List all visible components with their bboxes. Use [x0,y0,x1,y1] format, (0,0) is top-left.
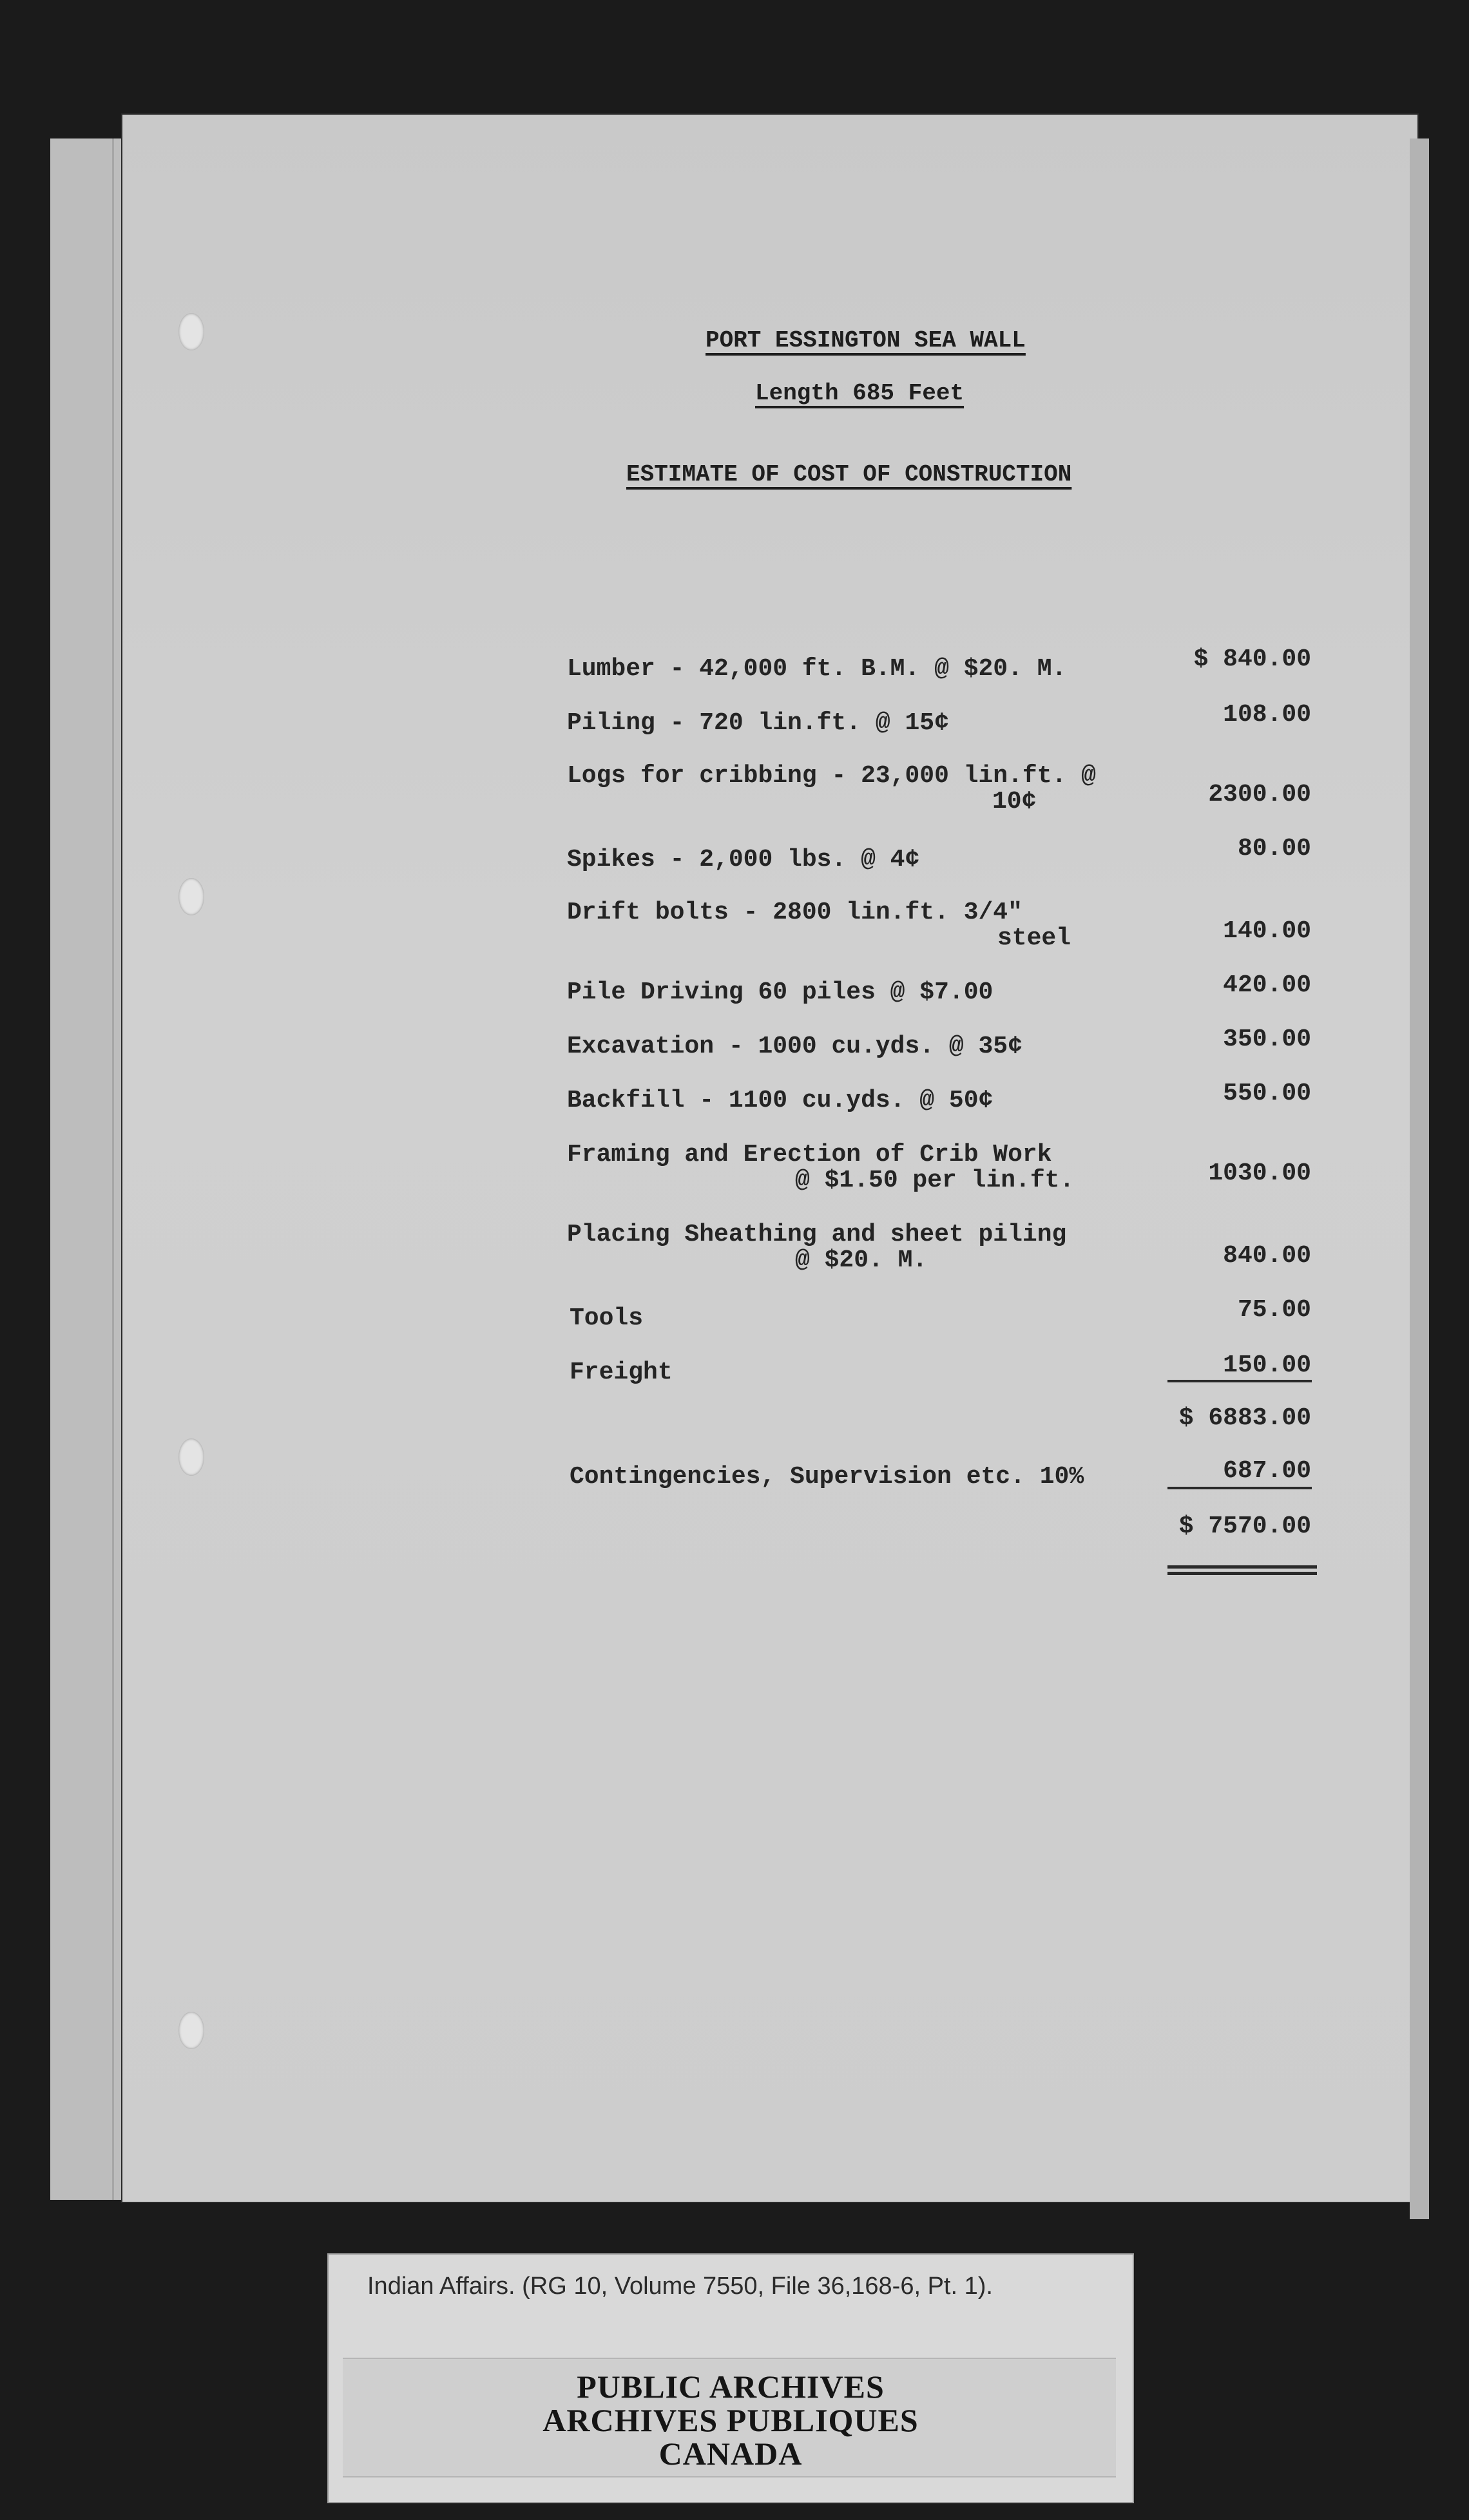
item-description: Excavation - 1000 cu.yds. @ 35¢ [567,1033,1023,1060]
item-description-cont: @ $1.50 per lin.ft. [795,1167,1075,1194]
margin-line [112,138,114,2200]
sum-rule [1167,1380,1312,1382]
item-description: Framing and Erection of Crib Work [567,1141,1052,1169]
archive-stamp-line: CANADA [658,2436,803,2472]
item-amount: 80.00 [1237,835,1311,863]
sum-rule [1167,1487,1312,1489]
total-double-rule-top [1167,1565,1317,1569]
document-length: Length 685 Feet [755,380,965,406]
archive-stamp-line: PUBLIC ARCHIVES [577,2369,885,2405]
item-description: Piling - 720 lin.ft. @ 15¢ [567,709,949,737]
punch-hole [178,313,204,350]
item-description: Logs for cribbing - 23,000 lin.ft. @ [567,762,1096,790]
item-description-cont: 10¢ [992,788,1037,816]
item-amount: 840.00 [1223,1242,1311,1270]
item-description: Lumber - 42,000 ft. B.M. @ $20. M. [567,655,1067,683]
subtotal-amount: $ 6883.00 [1178,1404,1311,1432]
item-amount: 420.00 [1223,971,1311,999]
item-description: Backfill - 1100 cu.yds. @ 50¢ [567,1087,994,1114]
archive-stamp-line: ARCHIVES PUBLIQUES [542,2402,919,2438]
item-description-cont: @ $20. M. [795,1246,928,1274]
item-amount: 350.00 [1223,1026,1311,1053]
item-amount: 75.00 [1237,1296,1311,1324]
item-description-cont: steel [997,924,1071,952]
item-description: Drift bolts - 2800 lin.ft. 3/4" [567,899,1023,926]
item-amount: 140.00 [1223,917,1311,945]
item-description: Placing Sheathing and sheet piling [567,1221,1067,1248]
item-amount: $ 840.00 [1193,645,1311,673]
total-double-rule-bottom [1167,1572,1317,1575]
item-description: Tools [570,1304,644,1332]
item-amount: 1030.00 [1208,1160,1311,1187]
archive-reference: Indian Affairs. (RG 10, Volume 7550, File 36,168-6, Pt. 1). [367,2273,993,2300]
punch-hole [178,2012,204,2049]
contingencies-amount: 687.00 [1223,1457,1311,1485]
item-description: Spikes - 2,000 lbs. @ 4¢ [567,846,920,873]
item-amount: 108.00 [1223,701,1311,729]
item-description: Pile Driving 60 piles @ $7.00 [567,978,994,1006]
punch-hole [178,878,204,915]
total-amount: $ 7570.00 [1178,1513,1311,1540]
archive-label [327,2253,1134,2503]
item-amount: 550.00 [1223,1080,1311,1107]
document-heading: ESTIMATE OF COST OF CONSTRUCTION [626,461,1072,488]
punch-hole [178,1438,204,1476]
item-amount: 150.00 [1223,1351,1311,1379]
document-title: PORT ESSINGTON SEA WALL [706,327,1026,354]
item-amount: 2300.00 [1208,781,1311,808]
contingencies-label: Contingencies, Supervision etc. 10% [570,1463,1084,1491]
page-right-edge [1410,138,1429,2219]
item-description: Freight [570,1359,673,1386]
